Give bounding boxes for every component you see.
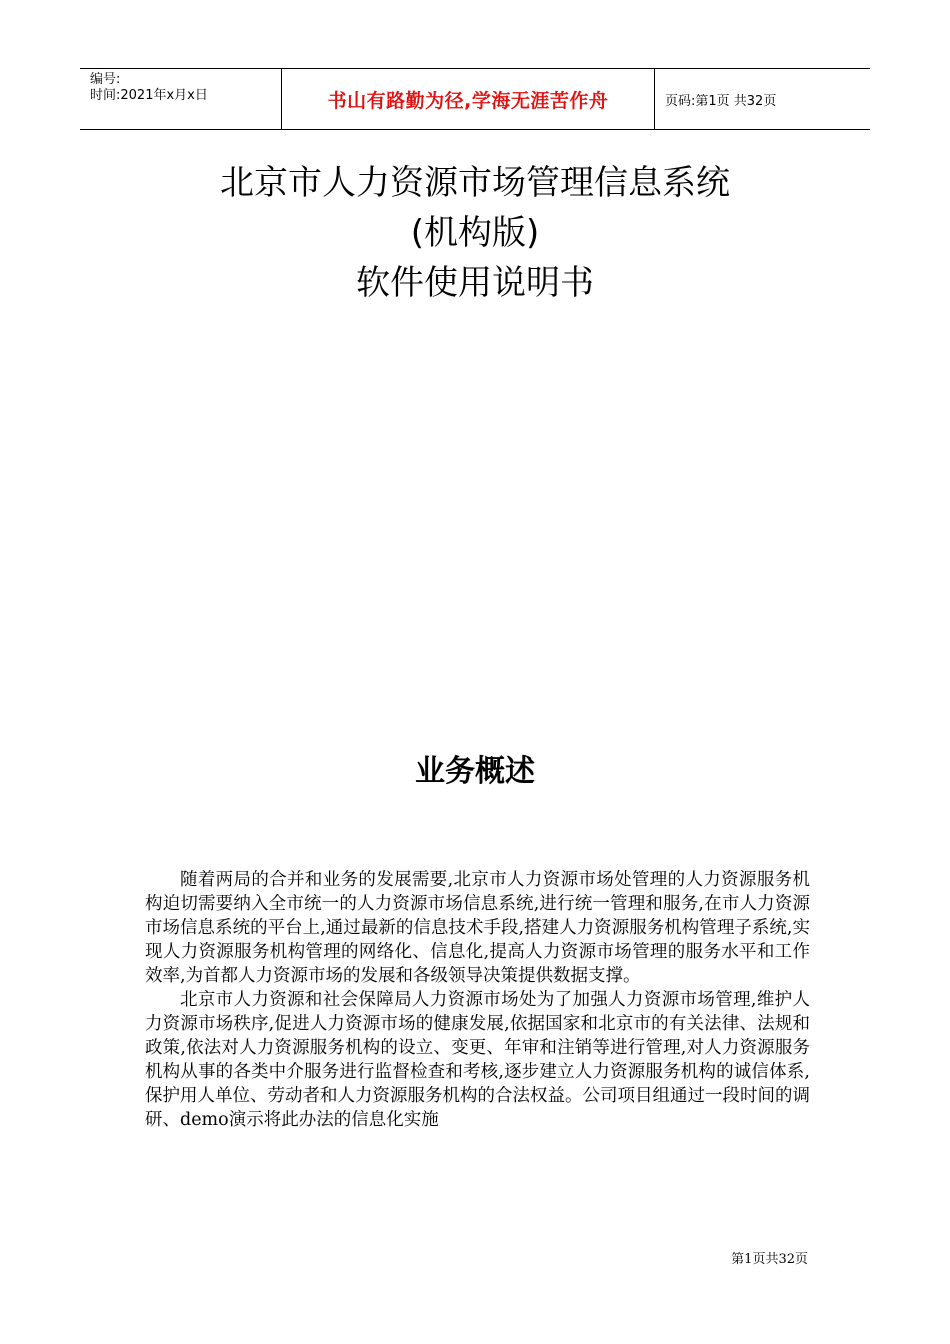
title-line-1: 北京市人力资源市场管理信息系统 [220,163,730,203]
paragraph-1: 随着两局的合并和业务的发展需要,北京市人力资源市场处管理的人力资源服务机构迫切需要纳入全市统一的人力资源市场信息系统,进行统一管理和服务,在市人力资源市场信息系统的平台上,通过最新的信息技术手段,搭建人力资源服务机构管理子系统,实现人力资源服务机构管理的网络化、信息化,提高人力资源市场管理的服务水平和工作效率,为首都人力资源市场的发展和各级领导决策提供数据支撑。 [145,870,810,986]
title-line-3: 软件使用说明书 [356,263,594,303]
document-title [0,158,950,308]
title-line-2: (机构版) [410,213,540,253]
header-meta [80,69,282,129]
time-label: 时间:2021年x月x日 [90,88,208,103]
header-motto: 书山有路勤为径,学海无涯苦作舟 [282,69,655,129]
paragraph-2: 北京市人力资源和社会保障局人力资源市场处为了加强人力资源市场管理,维护人力资源市场秩序,促进人力资源市场的健康发展,依据国家和北京市的有关法律、法规和政策,依法对人力资源服务机构的设立、变更、年审和注销等进行管理,对人力资源服务机构从事的各类中介服务进行监督检查和考核,逐步建立人力资源服务机构的诚信体系,保护用人单位、劳动者和人力资源服务机构的合法权益。公司项目组通过一段时间的调研、demo演示将此办法的信息化实施 [145,990,810,1130]
page-footer: 第1页共32页 [731,1252,808,1267]
header-page-info: 页码:第1页 共32页 [665,93,777,109]
page-header [80,68,870,130]
number-label: 编号: [90,72,121,87]
body-text [145,868,810,1132]
section-title: 业务概述 [415,754,535,789]
